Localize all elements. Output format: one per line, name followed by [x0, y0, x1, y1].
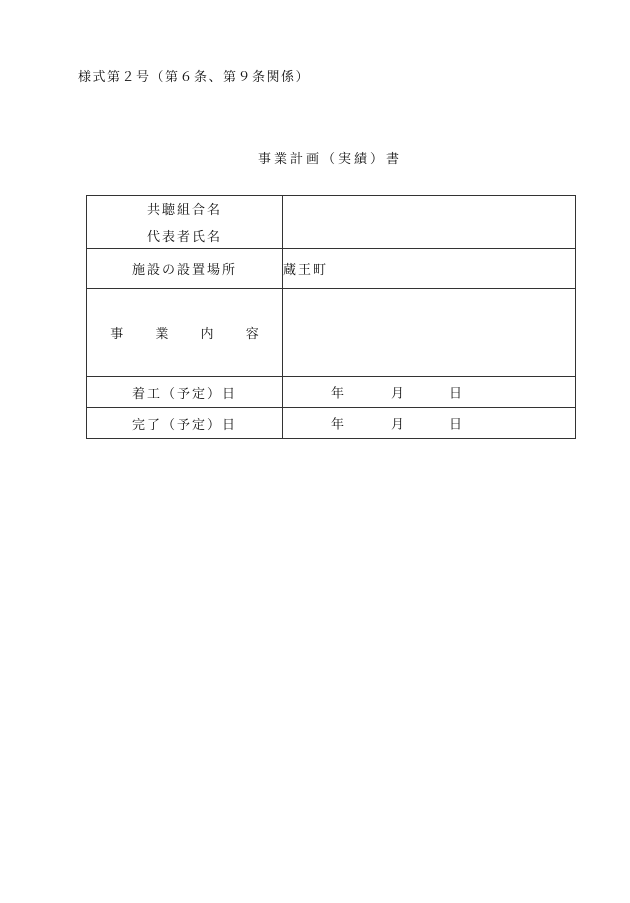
- content-value-field[interactable]: [283, 289, 576, 377]
- table-row: [87, 408, 576, 439]
- completion-date-field[interactable]: [283, 408, 576, 439]
- association-name-label: 共聴組合名: [146, 203, 222, 218]
- start-month-unit: 月: [391, 386, 405, 402]
- start-date-field[interactable]: [283, 377, 576, 408]
- start-year-unit: 年: [331, 386, 345, 402]
- table-row: [87, 377, 576, 408]
- table-row: [87, 289, 576, 377]
- content-label-cell: [87, 289, 283, 377]
- representative-name-label: 代表者氏名: [146, 230, 222, 245]
- completion-year-unit: 年: [331, 417, 345, 433]
- table-row: [87, 196, 576, 249]
- start-day-unit: 日: [449, 386, 463, 402]
- start-date-label: 着工（予定）日: [87, 377, 283, 408]
- location-value-field[interactable]: 蔵王町: [283, 249, 576, 289]
- document-title: 事業計画（実績）書: [257, 152, 402, 167]
- plan-table: [86, 195, 576, 439]
- completion-day-unit: 日: [449, 417, 463, 433]
- association-value-field[interactable]: [283, 196, 576, 249]
- table-row: [87, 249, 576, 289]
- content-label: 事 業 内 容: [110, 327, 273, 342]
- completion-date-label: 完了（予定）日: [87, 408, 283, 439]
- form-number: 様式第２号（第６条、第９条関係）: [78, 70, 311, 85]
- completion-month-unit: 月: [391, 417, 405, 433]
- association-label-cell: [87, 196, 283, 249]
- location-label: 施設の設置場所: [87, 249, 283, 289]
